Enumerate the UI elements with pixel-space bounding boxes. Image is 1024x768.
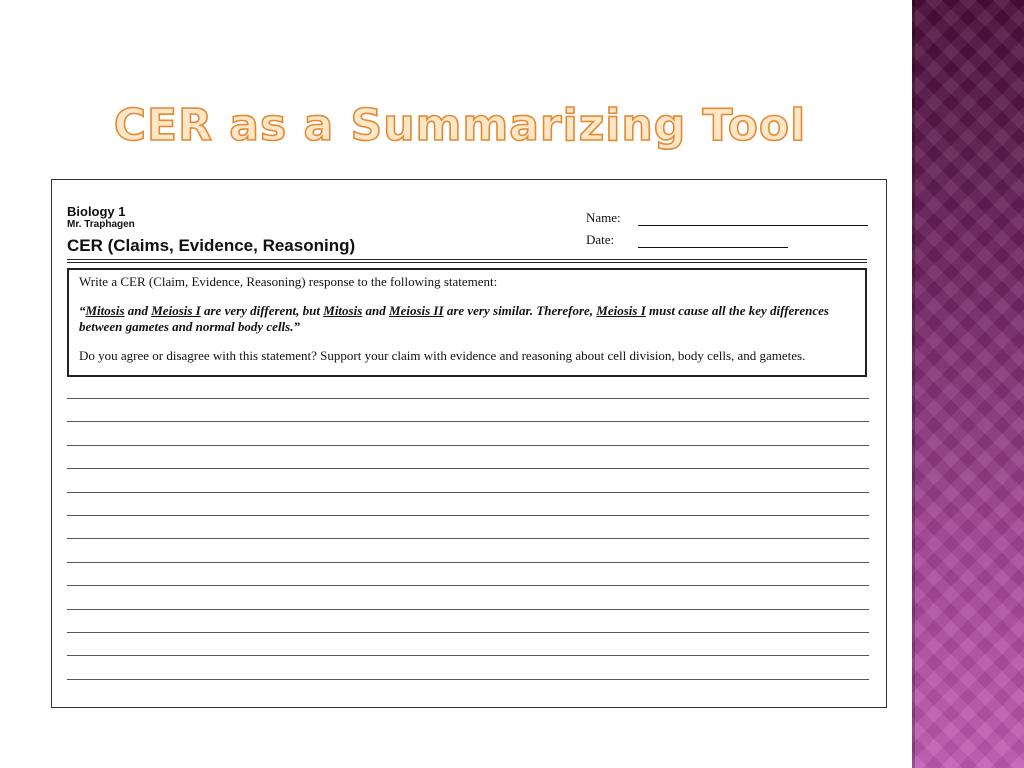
answer-line xyxy=(67,538,869,561)
answer-line xyxy=(67,585,869,608)
name-label: Name: xyxy=(586,210,621,225)
answer-line xyxy=(67,515,869,538)
course-header xyxy=(67,205,135,230)
name-line xyxy=(638,211,868,226)
name-field-row xyxy=(586,204,868,226)
answer-lines xyxy=(67,398,869,702)
teacher-name: Mr. Traphagen xyxy=(67,219,135,230)
answer-line xyxy=(67,609,869,632)
answer-line xyxy=(67,492,869,515)
answer-line xyxy=(67,398,869,421)
statement-term: Mitosis xyxy=(85,303,125,318)
course-title: Biology 1 xyxy=(67,204,126,219)
date-field-row xyxy=(586,226,868,248)
statement-text: are very different, but xyxy=(200,303,324,318)
worksheet-image xyxy=(51,179,887,708)
answer-line xyxy=(67,445,869,468)
answer-line xyxy=(67,421,869,444)
date-line xyxy=(638,233,788,248)
statement-text: are very similar. Therefore, xyxy=(443,303,597,318)
statement-term: Meiosis I xyxy=(151,303,201,318)
answer-line xyxy=(67,468,869,491)
answer-line xyxy=(67,679,869,702)
statement-text: “ xyxy=(79,303,86,318)
statement-term: Mitosis xyxy=(323,303,363,318)
decorative-side-band xyxy=(912,0,1024,768)
date-label: Date: xyxy=(586,232,615,247)
worksheet-heading: CER (Claims, Evidence, Reasoning) xyxy=(67,236,356,255)
prompt-statement xyxy=(79,303,855,335)
statement-term: Meiosis I xyxy=(596,303,646,318)
student-fields xyxy=(586,204,868,248)
heading-divider xyxy=(67,259,867,263)
answer-line xyxy=(67,632,869,655)
answer-line xyxy=(67,562,869,585)
statement-text: must cause all the key differences between gametes and normal body cells.” xyxy=(79,303,829,334)
prompt-question: Do you agree or disagree with this statement? Support your claim with evidence and reasoning about cell division, body cells, and gametes. xyxy=(79,348,806,363)
statement-text: and xyxy=(124,303,152,318)
statement-term: Meiosis II xyxy=(389,303,444,318)
slide-title: CER as a Summarizing Tool xyxy=(113,100,807,151)
prompt-box xyxy=(67,268,867,377)
statement-text: and xyxy=(362,303,390,318)
prompt-intro: Write a CER (Claim, Evidence, Reasoning) response to the following statement: xyxy=(79,274,498,289)
answer-line xyxy=(67,655,869,678)
